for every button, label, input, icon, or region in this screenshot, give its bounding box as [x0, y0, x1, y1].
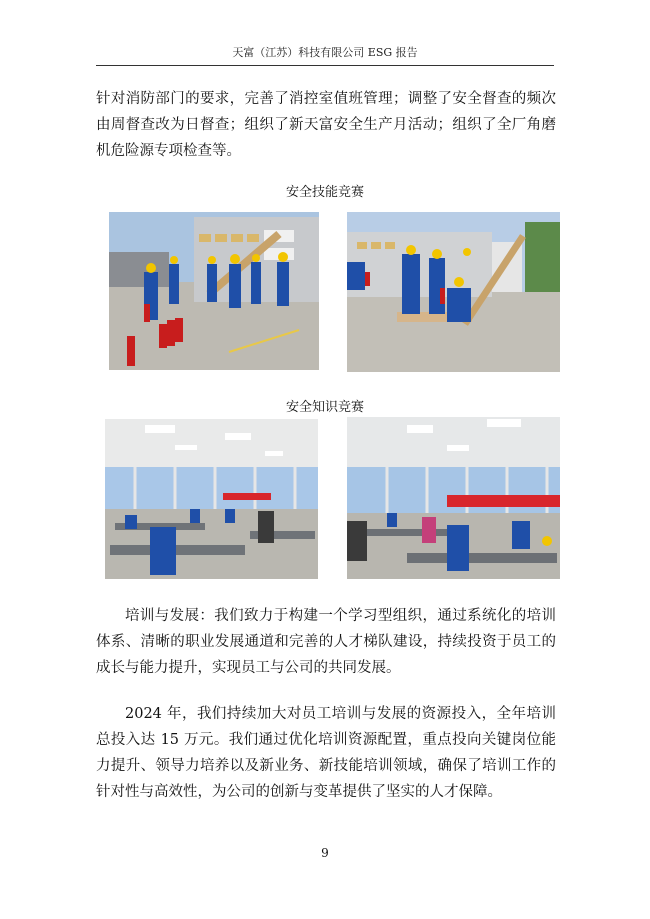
intro-paragraph: 针对消防部门的要求，完善了消控室值班管理；调整了安全督查的频次由周督查改为日督查；组织了新天富安全生产月活动；组织了全厂角磨机危险源专项检查等。	[96, 91, 556, 159]
caption-knowledge-competition: 安全知识竞赛	[285, 400, 364, 415]
caption-skill-competition: 安全技能竞赛	[285, 185, 364, 200]
photo-knowledge-competition-2	[347, 417, 560, 579]
photo-skill-competition-2	[347, 212, 560, 372]
page-header: 天富（江苏）科技有限公司 ESG 报告	[96, 44, 554, 66]
page-number: 9	[321, 846, 329, 860]
photo-skill-competition-1	[109, 212, 319, 370]
training-paragraph-1: 培训与发展：我们致力于构建一个学习型组织，通过系统化的培训体系、清晰的职业发展通道和完善的人才梯队建设，持续投资于员工的成长与能力提升，实现员工与公司的共同发展。	[96, 608, 556, 676]
training-paragraph-2: 2024 年，我们持续加大对员工培训与发展的资源投入，全年培训总投入达 15 万元。我们通过优化培训资源配置，重点投向关键岗位能力提升、领导力培养以及新业务、新技能培训领域，确保了培训工作的针对性与高效性，为公司的创新与变革提供了坚实的人才保障。	[96, 706, 556, 800]
photo-knowledge-competition-1	[105, 419, 318, 579]
